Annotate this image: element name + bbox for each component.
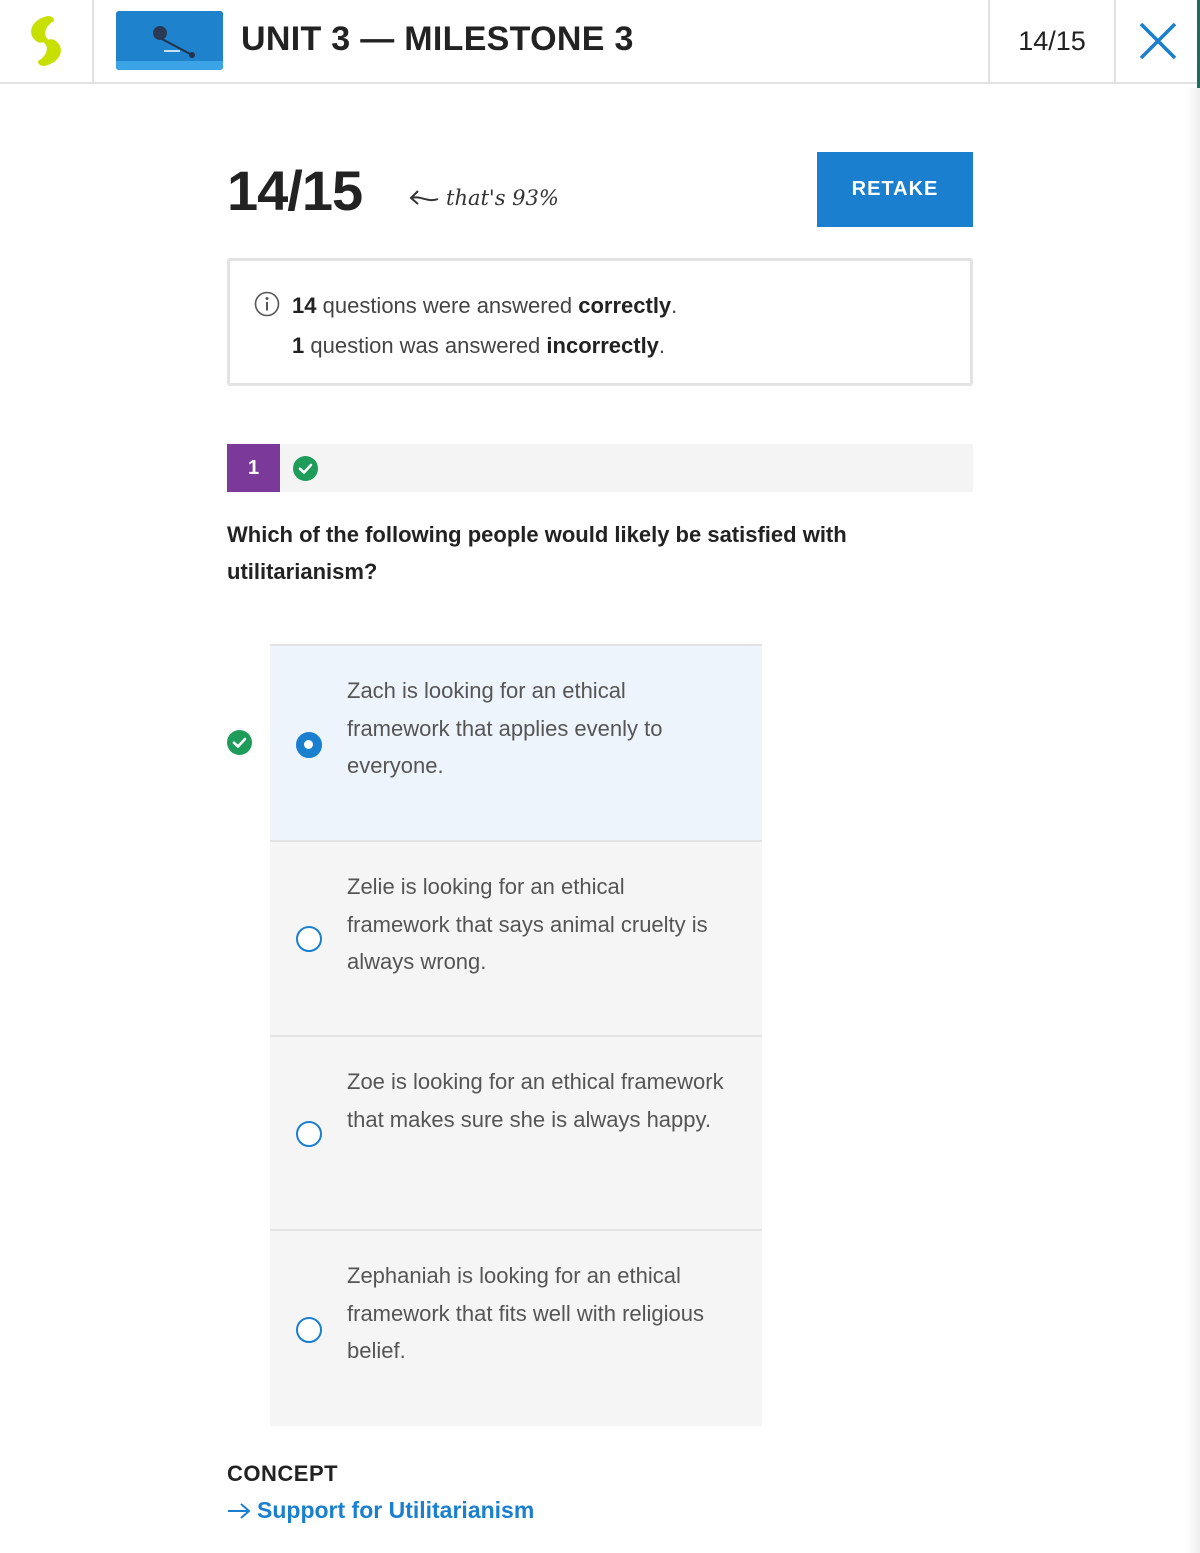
close-icon[interactable] xyxy=(1138,21,1178,61)
results-summary xyxy=(227,258,973,386)
radio-unselected[interactable] xyxy=(296,926,322,952)
answer-option-text: Zoe is looking for an ethical framework that makes sure she is always happy. xyxy=(347,1069,724,1132)
question-number-badge: 1 xyxy=(227,444,280,492)
question-header xyxy=(227,444,973,492)
answer-option[interactable] xyxy=(270,644,762,841)
answer-option[interactable] xyxy=(270,840,762,1036)
answer-option-text: Zach is looking for an ethical framework that applies evenly to everyone. xyxy=(347,678,663,778)
progress-count: 14/15 xyxy=(988,0,1116,82)
answer-option-text: Zelie is looking for an ethical framework that says animal cruelty is always wrong. xyxy=(347,874,708,974)
incorrect-count: 1 xyxy=(292,333,305,358)
logo-cell[interactable] xyxy=(0,0,94,82)
logo-icon[interactable] xyxy=(24,13,68,69)
page-title: UNIT 3 — MILESTONE 3 xyxy=(241,20,634,58)
retake-button[interactable]: RETAKE xyxy=(817,152,973,227)
concept-link[interactable] xyxy=(227,1497,534,1524)
period: . xyxy=(671,293,678,318)
score-percent-text: that's 93% xyxy=(446,186,559,210)
arrow-right-icon xyxy=(227,1502,251,1520)
score-percent-note xyxy=(408,186,559,210)
answer-option[interactable] xyxy=(270,1229,762,1426)
incorrect-word: incorrectly xyxy=(546,333,659,358)
correct-word: correctly xyxy=(578,293,672,318)
check-circle-icon xyxy=(293,456,318,481)
close-button[interactable] xyxy=(1116,0,1200,82)
correct-text: questions were answered xyxy=(322,293,573,318)
top-bar xyxy=(0,0,1200,84)
info-icon xyxy=(254,291,280,317)
scroll-shadow xyxy=(1186,88,1200,1553)
check-circle-icon xyxy=(227,730,252,755)
question-text: Which of the following people would likely be satisfied with utilitarianism? xyxy=(227,522,847,584)
summary-incorrect-line xyxy=(292,333,665,359)
radio-unselected[interactable] xyxy=(296,1121,322,1147)
concept-label: CONCEPT xyxy=(227,1461,339,1486)
radio-selected[interactable] xyxy=(296,732,322,758)
arrow-left-icon xyxy=(408,187,440,209)
radio-unselected[interactable] xyxy=(296,1317,322,1343)
period: . xyxy=(658,333,666,358)
incorrect-text: question was answered xyxy=(310,333,541,358)
correct-count: 14 xyxy=(292,293,317,318)
summary-correct-line xyxy=(292,293,677,319)
answer-option-text: Zephaniah is looking for an ethical framework that fits well with religious belief. xyxy=(347,1263,705,1363)
answer-option[interactable] xyxy=(270,1035,762,1230)
course-thumbnail xyxy=(116,11,223,70)
score-value: 14/15 xyxy=(227,159,363,222)
concept-link-text[interactable]: Support for Utilitarianism xyxy=(257,1497,535,1523)
